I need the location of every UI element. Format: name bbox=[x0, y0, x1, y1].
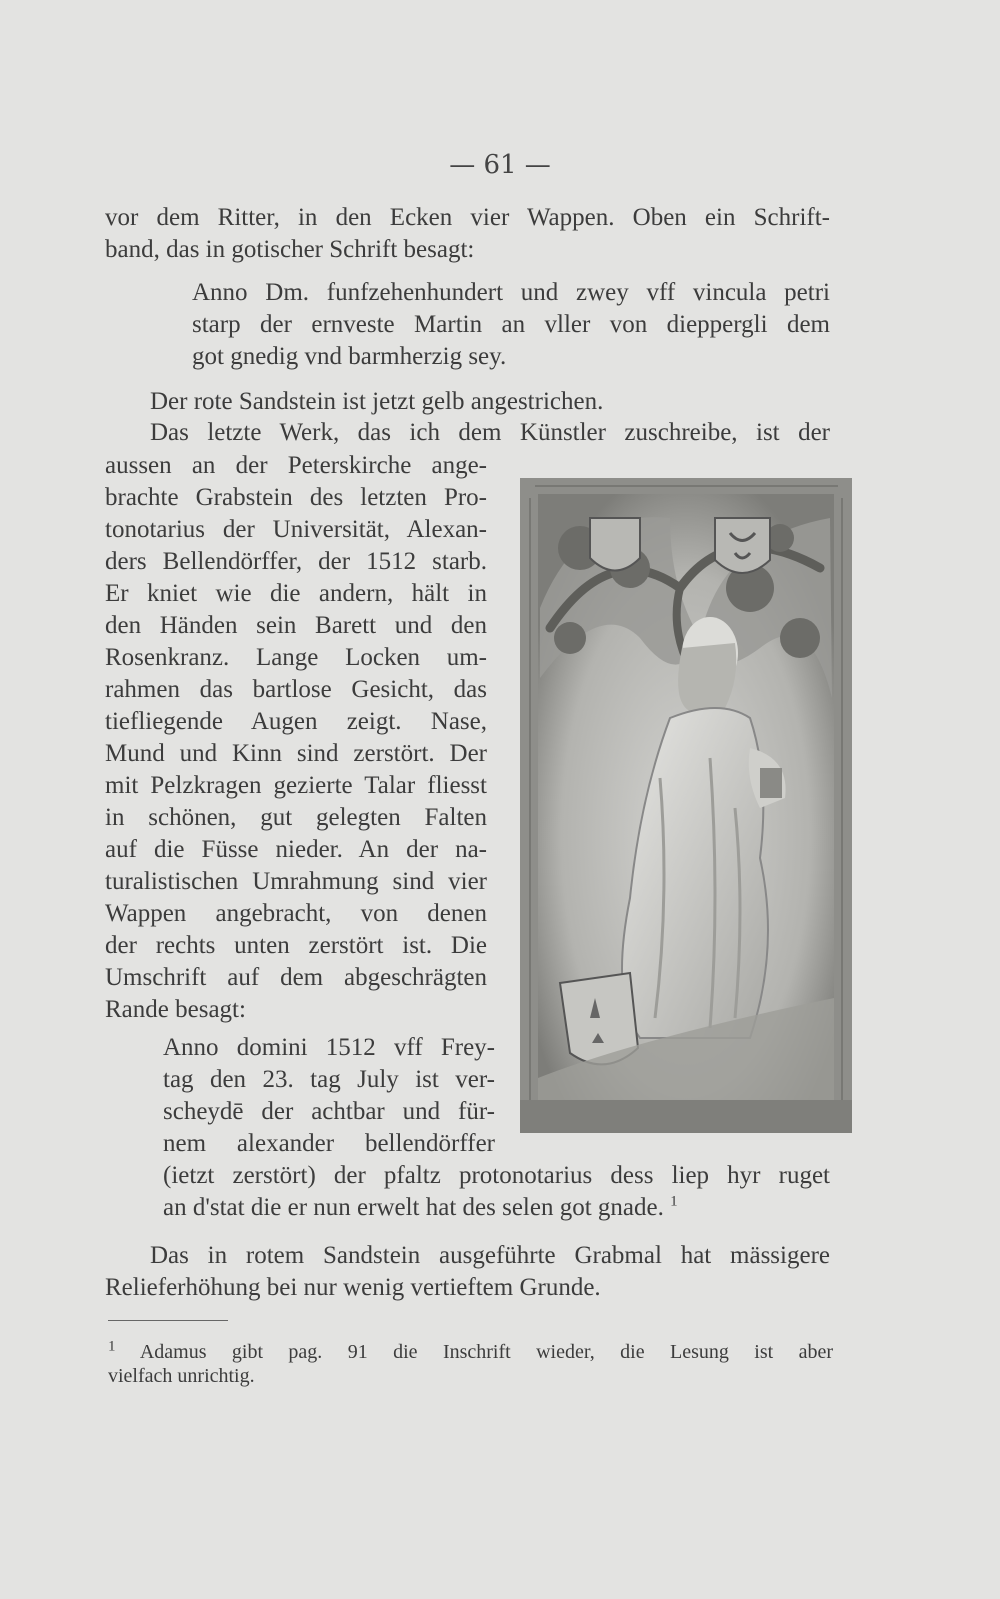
quote-line: starp der ernveste Martin an vller von dieppergli dem bbox=[192, 311, 830, 338]
footnote-line bbox=[108, 1340, 833, 1364]
text-line: auf die Füsse nieder. An der na- bbox=[105, 836, 487, 863]
gravestone-relief-photo bbox=[520, 478, 852, 1133]
footnote-rule bbox=[108, 1320, 228, 1321]
footnote-line: vielfach unrichtig. bbox=[108, 1365, 255, 1387]
text-line: der rechts unten zerstört ist. Die bbox=[105, 932, 487, 959]
relief-image bbox=[520, 478, 852, 1133]
text-line: band, das in gotischer Schrift besagt: bbox=[105, 236, 475, 263]
page-number: — 61 — bbox=[449, 150, 551, 180]
text-line: mit Pelzkragen gezierte Talar fliesst bbox=[105, 772, 487, 799]
footnote-text: Adamus gibt pag. 91 die Inschrift wieder, die Lesung ist aber bbox=[139, 1341, 833, 1363]
text-line: Relieferhöhung bei nur wenig vertieftem Grunde. bbox=[105, 1274, 601, 1301]
text-line: tonotarius der Universität, Alexan- bbox=[105, 516, 487, 543]
text-line: vor dem Ritter, in den Ecken vier Wappen. Oben ein Schrift- bbox=[105, 204, 830, 231]
text-line: Der rote Sandstein ist jetzt gelb angestrichen. bbox=[150, 388, 604, 415]
text-line: aussen an der Peterskirche ange- bbox=[105, 452, 487, 479]
text-line: Er kniet wie die andern, hält in bbox=[105, 580, 487, 607]
quote-line: Anno Dm. funfzehenhundert und zwey vff vincula petri bbox=[192, 279, 830, 306]
text-line: tiefliegende Augen zeigt. Nase, bbox=[105, 708, 487, 735]
text-line: ders Bellendörffer, der 1512 starb. bbox=[105, 548, 487, 575]
footnote-reference[interactable]: 1 bbox=[670, 1193, 678, 1210]
text-line: in schönen, gut gelegten Falten bbox=[105, 804, 487, 831]
text-line: rahmen das bartlose Gesicht, das bbox=[105, 676, 487, 703]
text-line: Das in rotem Sandstein ausgeführte Grabmal hat mässigere bbox=[150, 1242, 830, 1269]
text-line: Umschrift auf dem abgeschrägten bbox=[105, 964, 487, 991]
quote-line: (ietzt zerstört) der pfaltz protonotarius dess liep hyr ruget bbox=[163, 1162, 830, 1189]
text-line: Mund und Kinn sind zerstört. Der bbox=[105, 740, 487, 767]
quote-line: got gnedig vnd barmherzig sey. bbox=[192, 343, 507, 370]
text-line: Wappen angebracht, von denen bbox=[105, 900, 487, 927]
quote-line: tag den 23. tag July ist ver- bbox=[163, 1066, 495, 1093]
footnote-marker: 1 bbox=[108, 1338, 116, 1355]
quote-line bbox=[163, 1192, 830, 1224]
text-line: den Händen sein Barett und den bbox=[105, 612, 487, 639]
text-line: turalistischen Umrahmung sind vier bbox=[105, 868, 487, 895]
quote-line: Anno domini 1512 vff Frey- bbox=[163, 1034, 495, 1061]
quote-text: an d'stat die er nun erwelt hat des selen got gnade. bbox=[163, 1194, 664, 1221]
text-line: Das letzte Werk, das ich dem Künstler zuschreibe, ist der bbox=[150, 419, 830, 446]
text-line: Rande besagt: bbox=[105, 996, 246, 1023]
quote-line: nem alexander bellendörffer bbox=[163, 1130, 495, 1157]
text-line: brachte Grabstein des letzten Pro- bbox=[105, 484, 487, 511]
quote-line: scheydē der achtbar und für- bbox=[163, 1098, 495, 1125]
text-line: Rosenkranz. Lange Locken um- bbox=[105, 644, 487, 671]
